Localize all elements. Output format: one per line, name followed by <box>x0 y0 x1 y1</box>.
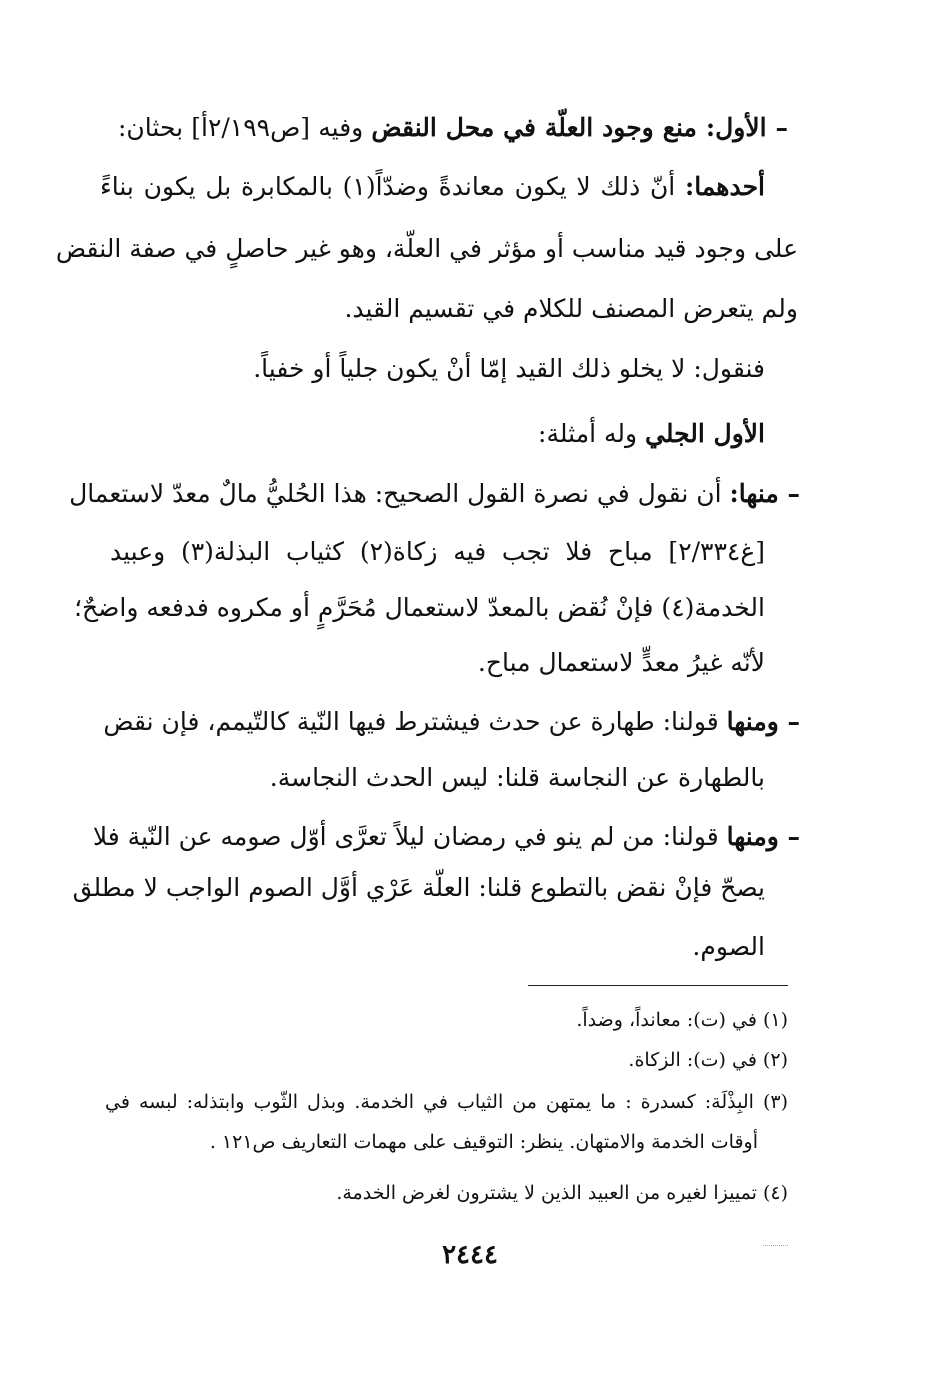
footnote: (٤) تمييزا لغيره من العبيد الذين لا يشترون لغرض الخدمة. <box>336 1182 788 1204</box>
footnote: (١) في (ت): معانداً، وضداً. <box>576 1009 788 1031</box>
text-line: يصحّ فإنْ نقض بالتطوع قلنا: العلّة عَرْي أوَّل الصوم الواجب لا مطلق <box>72 873 765 902</box>
text-line: أحدهما: أنّ ذلك لا يكون معاندةً وضدّاً(١) بالمكابرة بل يكون بناءً <box>100 172 765 201</box>
text-line: الخدمة(٤) فإنْ نُقض بالمعدّ لاستعمال مُحَرَّمٍ أو مكروه فدفعه واضحٌ؛ <box>74 593 765 622</box>
text-line: الصوم. <box>692 932 765 961</box>
text-line: بالطهارة عن النجاسة قلنا: ليس الحدث النجاسة. <box>269 763 765 792</box>
text-line: على وجود قيد مناسب أو مؤثر في العلّة، وهو غير حاصلٍ في صفة النقض <box>55 234 798 263</box>
footnote: (٢) في (ت): الزكاة. <box>628 1049 788 1071</box>
text-line: الأول الجلي وله أمثلة: <box>538 419 765 448</box>
text-line: – ومنها قولنا: طهارة عن حدث فيشترط فيها النّية كالتّيمم، فإن نقض <box>103 707 800 736</box>
footnote-separator <box>528 985 788 986</box>
text-line: – منها: أن نقول في نصرة القول الصحيح: هذا الحُليُّ مالٌ معدّ لاستعمال <box>69 479 800 508</box>
scan-speck <box>763 1245 788 1246</box>
text-line: ولم يتعرض المصنف للكلام في تقسيم القيد. <box>344 294 798 323</box>
footnote: أوقات الخدمة والامتهان. ينظر: التوقيف على مهمات التعاريف ص١٢١ . <box>209 1131 758 1153</box>
text-line: [غ٢/٣٣٤] مباح فلا تجب فيه زكاة(٢) كثياب البذلة(٣) وعبيد <box>110 537 766 566</box>
page-number: ٢٤٤٤ <box>442 1240 498 1270</box>
text-line: لأنّه غيرُ معدٍّ لاستعمال مباح. <box>477 648 765 677</box>
heading-first-objection: – الأول: منع وجود العلّة في محل النقض وفيه [ص٢/١٩٩أ] بحثان: <box>118 113 789 142</box>
text-line: فنقول: لا يخلو ذلك القيد إمّا أنْ يكون جلياً أو خفياً. <box>253 354 765 383</box>
footnote: (٣) البِذْلَة: كسدرة : ما يمتهن من الثياب في الخدمة. وبذل الثّوب وابتذله: لبسه في <box>105 1091 788 1113</box>
text-line: – ومنها قولنا: من لم ينو في رمضان ليلاً تعرَّى أوّل صومه عن النّية فلا <box>92 822 800 851</box>
